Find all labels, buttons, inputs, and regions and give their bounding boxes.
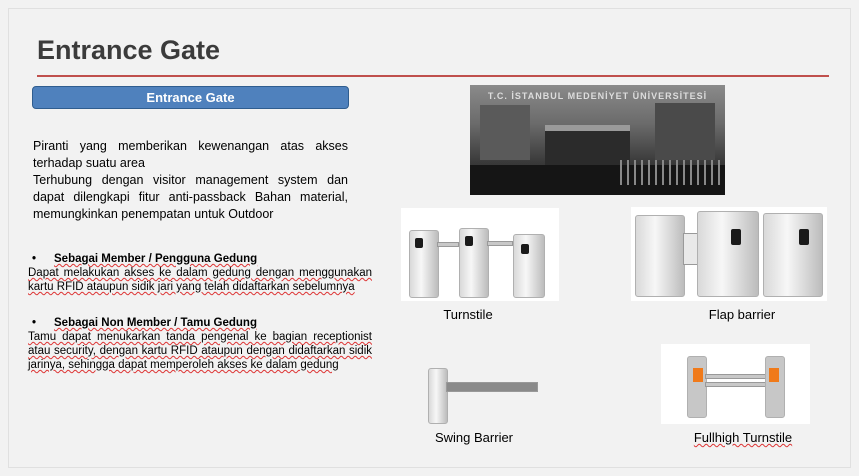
intro-text [33, 138, 348, 223]
turnstile-image [401, 208, 559, 301]
photo-banner: T.C. İSTANBUL MEDENİYET ÜNİVERSİTESİ [487, 91, 708, 101]
bullet-icon: • [32, 253, 37, 265]
non-member-section [28, 316, 372, 372]
slide-title: Entrance Gate [37, 35, 221, 65]
member-body: Dapat melakukan akses ke dalam gedung dengan menggunakan kartu RFID ataupun sidik jari yang telah didaftarkan sebelumnya [28, 267, 372, 293]
intro-line-2: Terhubung dengan visitor management system dan dapat dilengkapi fitur anti-passback Bahan material, memungkinkan penempatan untuk Outdoor [33, 173, 348, 221]
non-member-heading: • Sebagai Non Member / Tamu Gedung [32, 317, 257, 329]
title-divider [37, 75, 829, 77]
member-section [28, 252, 372, 294]
building-photo [470, 85, 725, 195]
bullet-icon: • [32, 317, 37, 329]
subtitle-pill: Entrance Gate [32, 86, 349, 109]
slide [8, 8, 851, 468]
swing-barrier-label: Swing Barrier [434, 430, 514, 445]
fullhigh-turnstile-label: Fullhigh Turnstile [693, 430, 793, 445]
fullhigh-turnstile-image [661, 344, 810, 424]
intro-line-1: Piranti yang memberikan kewenangan atas akses terhadap suatu area [33, 139, 348, 170]
flap-barrier-image [631, 207, 827, 301]
non-member-body: Tamu dapat menukarkan tanda pengenal ke bagian receptionist atau security, dengan kartu RFID ataupun dengan didaftarkan sidik jarinya, sehingga dapat memperoleh akses ke dalam gedung [28, 331, 372, 371]
member-heading: • Sebagai Member / Pengguna Gedung [32, 253, 258, 265]
turnstile-label: Turnstile [443, 307, 493, 322]
swing-barrier-image [422, 366, 540, 424]
flap-barrier-label: Flap barrier [708, 307, 776, 322]
